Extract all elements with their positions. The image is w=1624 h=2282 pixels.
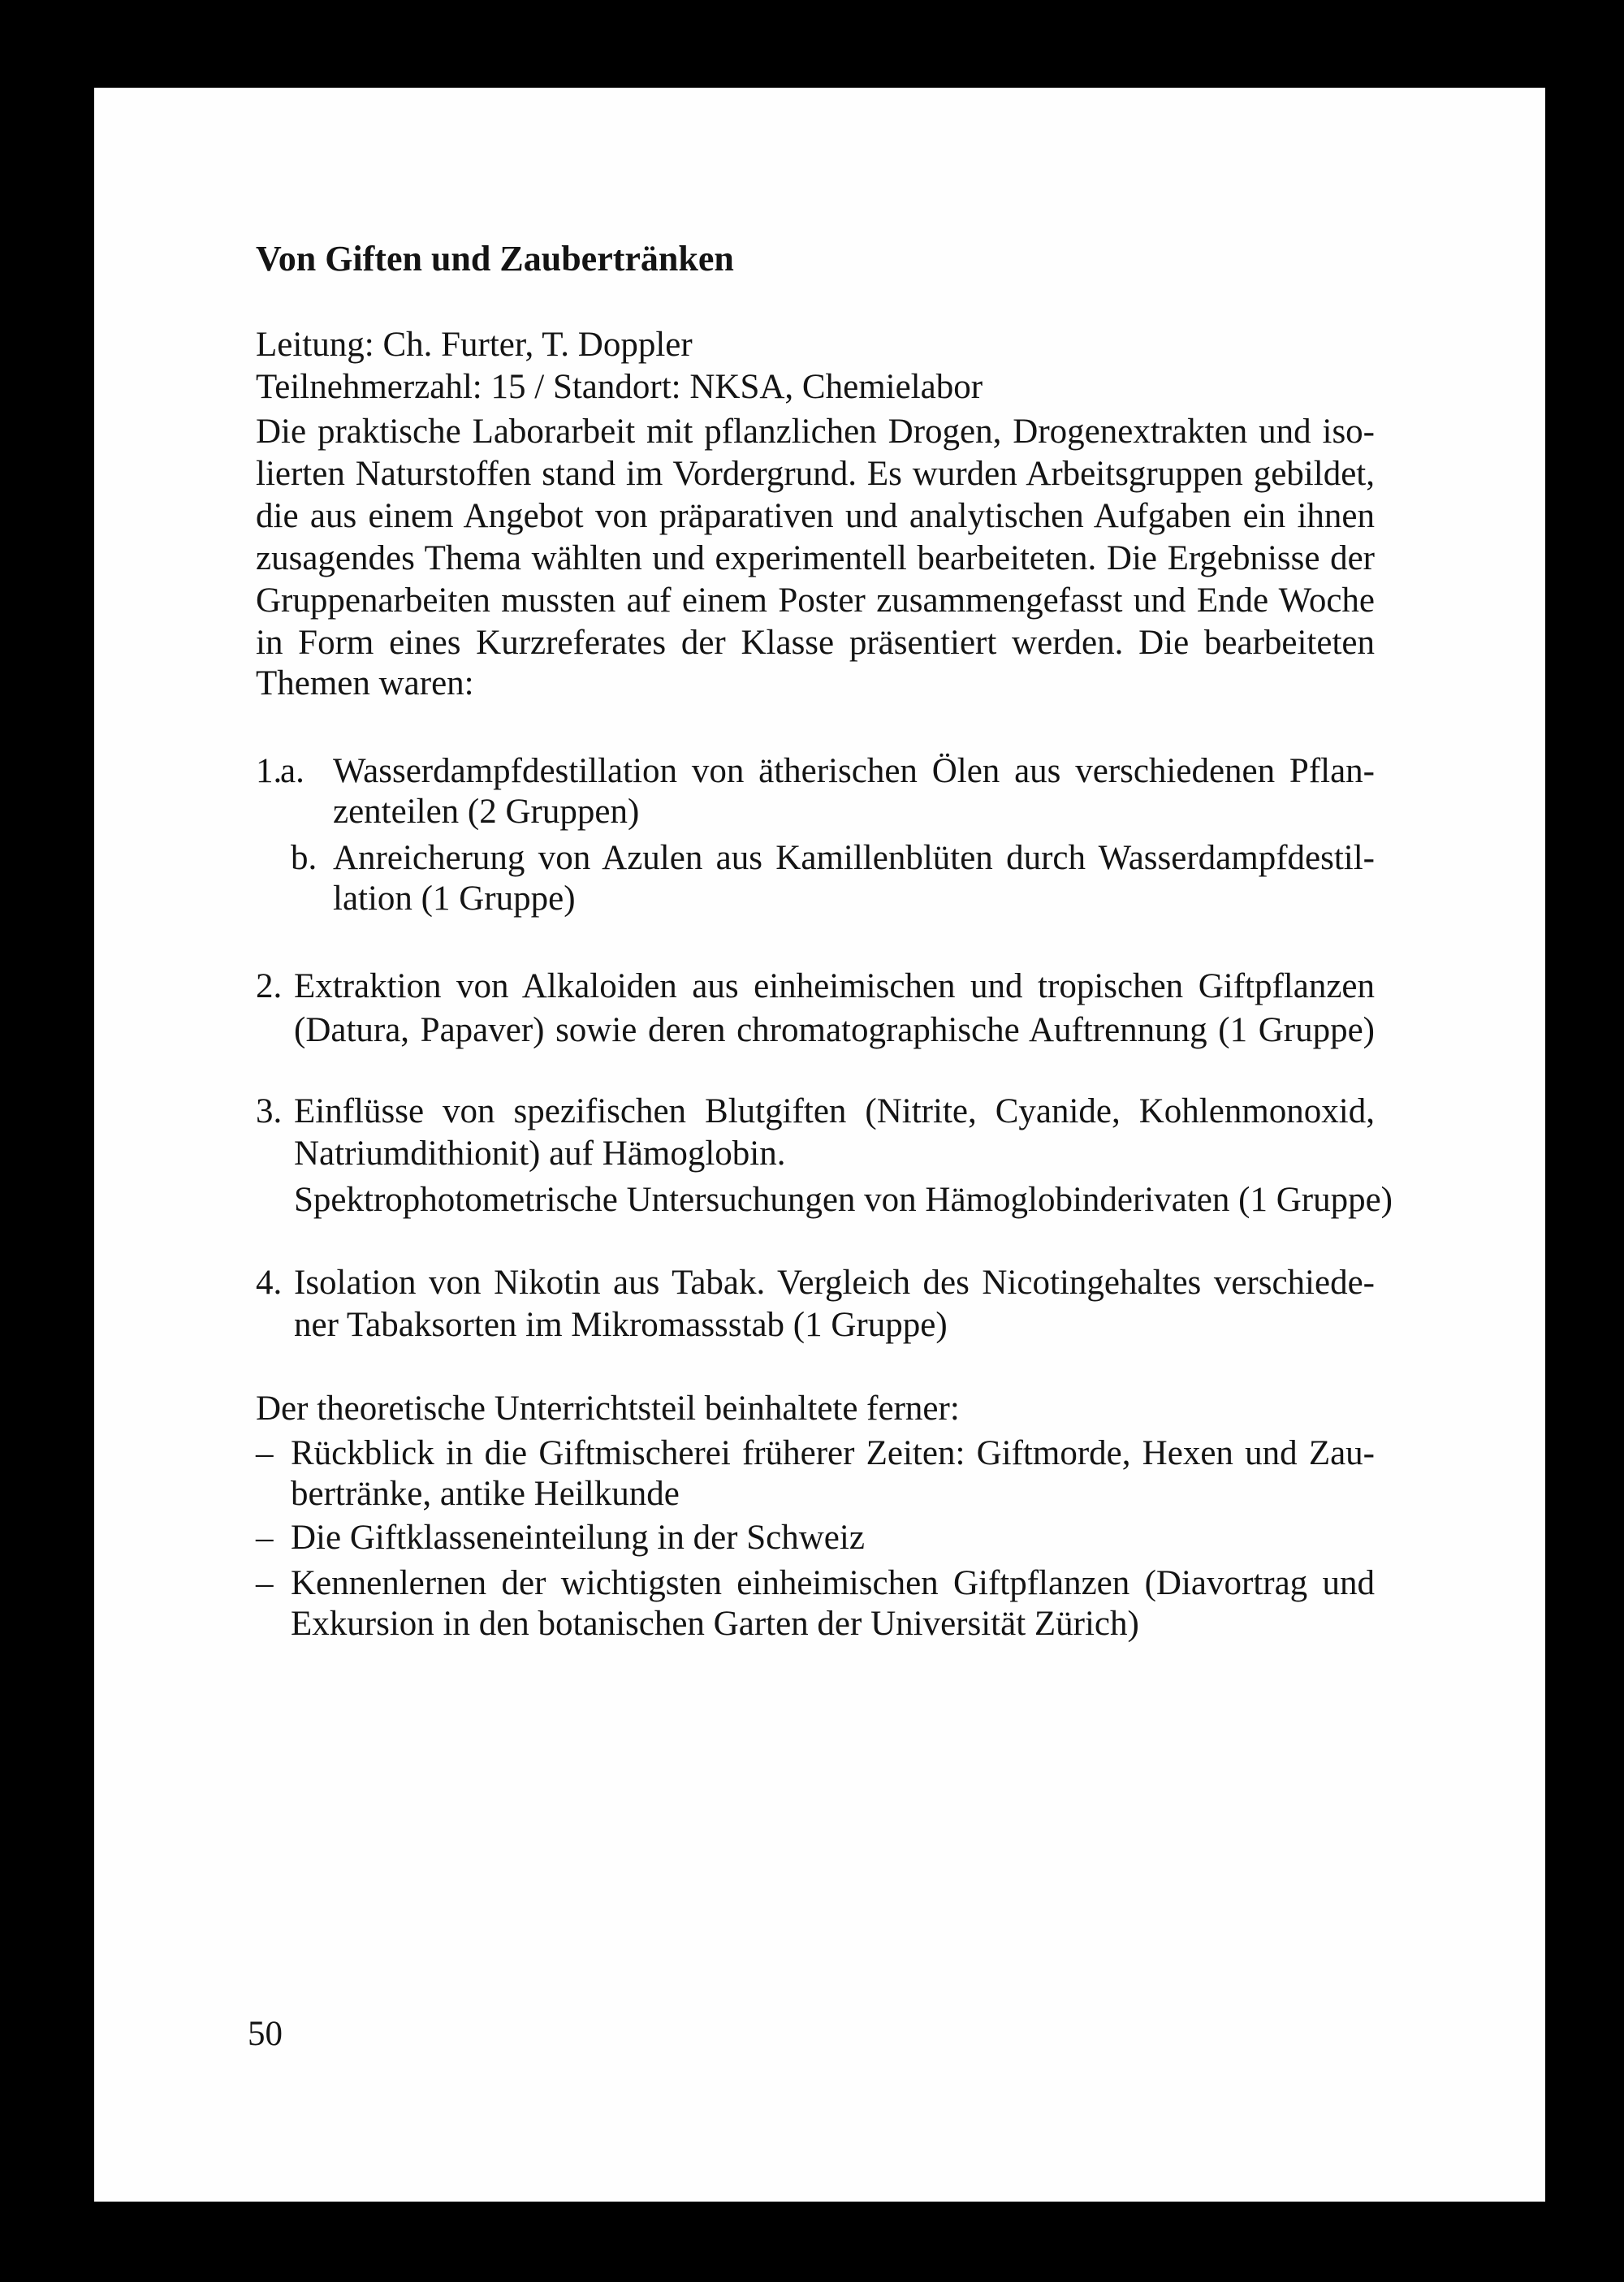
theory-line: Rückblick in die Giftmischerei früherer Zeiten: Giftmorde, Hexen und Zau- <box>291 1434 1375 1472</box>
topic-line: Einflüsse von spezifischen Blutgiften (Nitrite, Cyanide, Kohlenmonoxid, <box>294 1092 1375 1130</box>
topic-line: lation (1 Gruppe) <box>333 880 576 918</box>
theory-line: Kennenlernen der wichtigsten einheimischen Giftpflanzen (Diavortrag und <box>291 1564 1375 1602</box>
dash-bullet: – <box>256 1564 274 1602</box>
leitung-line: Leitung: Ch. Furter, T. Doppler <box>256 326 693 364</box>
topic-line: ner Tabaksorten im Mikromassstab (1 Gruppe) <box>294 1306 948 1344</box>
topic-line: Extraktion von Alkaloiden aus einheimischen und tropischen Giftpflanzen <box>294 967 1375 1005</box>
topic-letter: a. <box>280 752 304 790</box>
page-number: 50 <box>248 2015 283 2053</box>
topic-line: (Datura, Papaver) sowie deren chromatographische Auftrennung (1 Gruppe) <box>294 1011 1375 1049</box>
intro-line: lierten Naturstoffen stand im Vordergrund. Es wurden Arbeitsgruppen gebildet, <box>256 455 1375 493</box>
topic-line: Wasserdampfdestillation von ätherischen Ölen aus verschiedenen Pflan- <box>333 752 1375 790</box>
topic-line: Spektrophotometrische Untersuchungen von Hämoglobinderivaten (1 Gruppe) <box>294 1181 1393 1219</box>
theory-intro: Der theoretische Unterrichtsteil beinhaltete ferner: <box>256 1390 960 1428</box>
intro-line: Themen waren: <box>256 664 474 702</box>
dash-bullet: – <box>256 1434 274 1472</box>
topic-line: zenteilen (2 Gruppen) <box>333 793 640 831</box>
topic-letter: b. <box>291 839 317 877</box>
topic-number: 4. <box>256 1264 283 1302</box>
intro-line: Gruppenarbeiten mussten auf einem Poster zusammengefasst und Ende Woche <box>256 581 1375 620</box>
topic-line: Isolation von Nikotin aus Tabak. Vergleich des Nicotingehaltes verschiede- <box>294 1264 1375 1302</box>
topic-number: 3. <box>256 1092 283 1130</box>
intro-line: in Form eines Kurzreferates der Klasse präsentiert werden. Die bearbeiteten <box>256 624 1375 662</box>
dash-bullet: – <box>256 1519 274 1557</box>
intro-line: die aus einem Angebot von präparativen und analytischen Aufgaben ein ihnen <box>256 497 1375 535</box>
page-title: Von Giften und Zaubertränken <box>256 239 734 279</box>
topic-line: Anreicherung von Azulen aus Kamillenblüten durch Wasserdampfdestil- <box>333 839 1375 877</box>
topic-number: 2. <box>256 967 283 1005</box>
topic-number: 1. <box>256 752 283 790</box>
topic-line: Natriumdithionit) auf Hämoglobin. <box>294 1135 786 1173</box>
intro-line: zusagendes Thema wählten und experimentell bearbeiteten. Die Ergebnisse der <box>256 539 1375 577</box>
teilnehmer-line: Teilnehmerzahl: 15 / Standort: NKSA, Chemielabor <box>256 368 983 406</box>
theory-line: Die Giftklasseneinteilung in der Schweiz <box>291 1519 865 1557</box>
theory-line: bertränke, antike Heilkunde <box>291 1475 680 1513</box>
intro-line: Die praktische Laborarbeit mit pflanzlichen Drogen, Drogenextrakten und iso- <box>256 413 1375 451</box>
theory-line: Exkursion in den botanischen Garten der Universität Zürich) <box>291 1605 1139 1643</box>
